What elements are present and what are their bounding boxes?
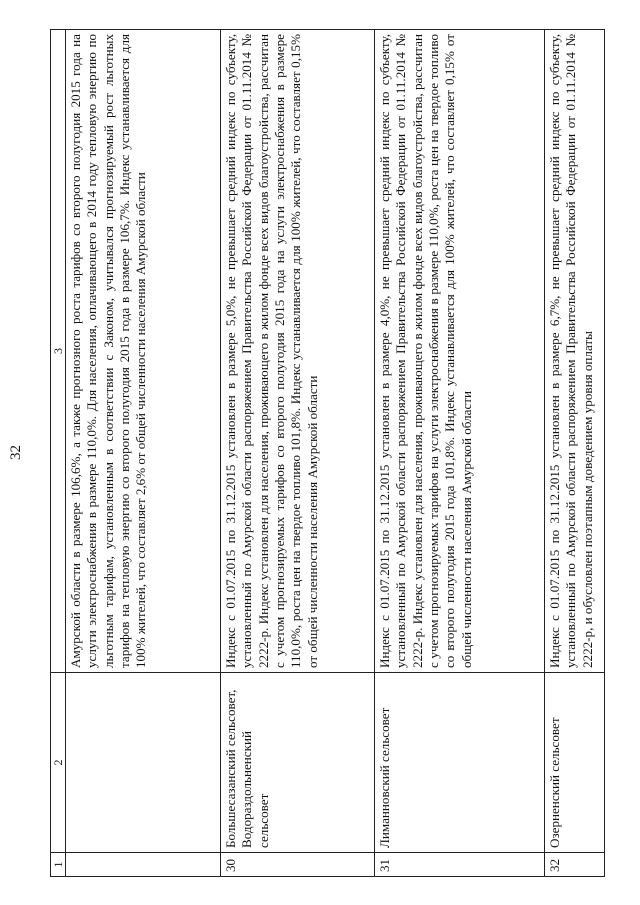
row-number: 32	[545, 853, 605, 877]
index-description: Индекс с 01.07.2015 по 31.12.2015 установлен в размере 5,0%, не превышает средний индекс по субъекту, установленный по Амурской области распоряжением Правительства Российской Федерации от 01.11.2014 № 2222-р. Индекс установлен для населения, проживающего в жилом фонде всех видов благоустройства, рассчитан с учетом прогнозируемых тарифов со второго полугодия 2015 года на услуги электроснабжения в размере 110,0%, роста цен на твердое топливо 101,8%. Индекс устанавливается для 100% жителей, что составляет 0,15% от общей численности населения Амурской области	[221, 30, 375, 673]
index-description: Индекс с 01.07.2015 по 31.12.2015 установлен в размере 4,0%, не превышает средний индекс по субъекту, установленный по Амурской области распоряжением Правительства Российской Федерации от 01.11.2014 № 2222-р. Индекс установлен для населения, проживающего в жилом фонде всех видов благоустройства, рассчитан с учетом прогнозируемых тарифов на услуги электроснабжения в размере 110,0%, роста цен на твердое топливо со второго полугодия 2015 года 101,8%. Индекс устанавливается для 100% жителей, что составляет 0,15% от общей численности населения Амурской области	[375, 30, 545, 673]
table-row	[545, 30, 605, 877]
page-number: 32	[8, 445, 24, 460]
table-row	[375, 30, 545, 877]
row-number	[66, 853, 221, 877]
table-row	[221, 30, 375, 877]
header-col-1: 1	[51, 853, 66, 877]
row-number: 31	[375, 853, 545, 877]
table-header-row	[51, 30, 66, 877]
row-number: 30	[221, 853, 375, 877]
tariff-index-table	[50, 29, 605, 877]
index-description: Индекс с 01.07.2015 по 31.12.2015 установлен в размере 6,7%, не превышает средний индекс по субъекту, установленный по Амурской области распоряжением Правительства Российской Федерации от 01.11.2014 № 2222-р, и обусловлен поэтапным доведением уровня оплаты	[545, 30, 605, 673]
table-row	[66, 30, 221, 877]
index-description: Амурской области в размере 106,6%, а также прогнозного роста тарифов со второго полугодия 2015 года на услуги электроснабжения в размере 110,0%. Для населения, оплачивающего в 2014 году тепловую энергию по льготным тарифам, установленным в соответствии с Законом, учитывался прогнозируемый рост льготных тарифов на тепловую энергию со второго полугодия 2015 года в размере 106,7%. Индекс устанавливается для 100% жителей, что составляет 2,6% от общей численности населения Амурской области	[66, 30, 221, 673]
municipality-name: Большесазанский сельсовет, Водораздольненский сельсовет	[221, 673, 375, 853]
header-col-2: 2	[51, 673, 66, 853]
municipality-name	[66, 673, 221, 853]
municipality-name: Озерненский сельсовет	[545, 673, 605, 853]
header-col-3: 3	[51, 30, 66, 673]
municipality-name: Лиманновский сельсовет	[375, 673, 545, 853]
